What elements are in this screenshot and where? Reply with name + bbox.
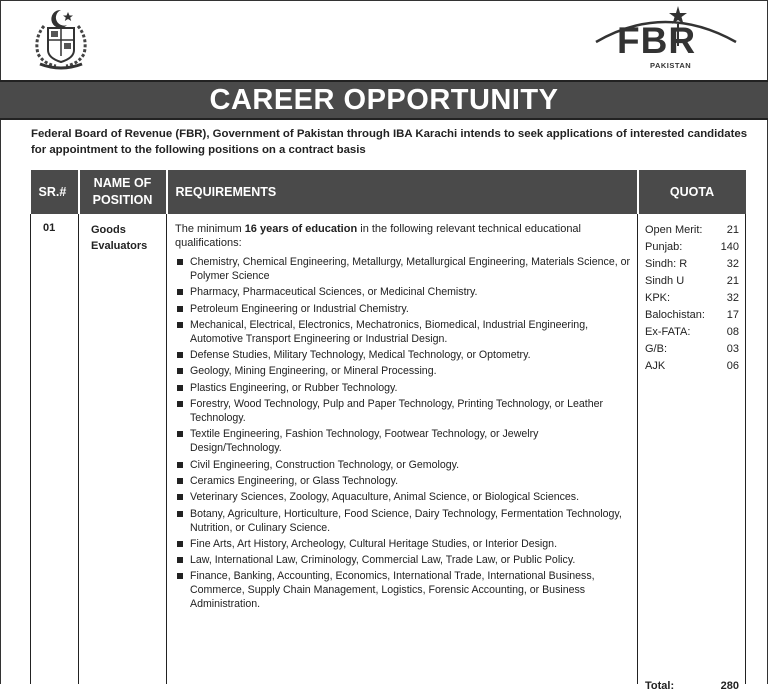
table-row [31, 214, 746, 684]
qualification-item [175, 255, 631, 283]
qualification-item [175, 302, 631, 316]
intro-paragraph: Federal Board of Revenue (FBR), Government of Pakistan through IBA Karachi intends to seek applications of interested candidates for appointment to the following positions on a contract basis [31, 128, 748, 156]
qualification-text: Finance, Banking, Accounting, Economics, International Trade, International Business, Commerce, Supply Chain Management, Logistics, Forensic Accounting, or Business Administration. [190, 570, 595, 611]
quota-value: 03 [726, 343, 739, 355]
quota-label: G/B: [645, 343, 668, 355]
bullet-square-icon [177, 573, 183, 579]
qualification-text: Ceramics Engineering, or Glass Technology. [190, 474, 399, 487]
quota-label: Ex-FATA: [645, 326, 691, 338]
bullet-square-icon [177, 478, 183, 484]
quota-total-value: 280 [720, 680, 739, 692]
row-quota [638, 214, 746, 692]
position-line2: Evaluators [91, 240, 148, 252]
bullet-square-icon [177, 368, 183, 374]
qualification-item [175, 364, 631, 378]
requirements-intro [175, 222, 631, 250]
row-position [79, 214, 167, 684]
page-title: CAREER OPPORTUNITY [209, 84, 559, 116]
quota-value: 21 [726, 275, 739, 287]
row-requirements [167, 214, 638, 684]
qualification-text: Law, International Law, Criminology, Commercial Law, Trade Law, or Public Policy. [190, 554, 576, 567]
qualification-item [175, 474, 631, 488]
qualification-text: Mechanical, Electrical, Electronics, Mechatronics, Biomedical, Industrial Engineering, Automotive Transport Engineering or Industrial Design. [190, 318, 589, 345]
bullet-square-icon [177, 259, 183, 265]
qualification-item [175, 507, 631, 535]
quota-row [645, 290, 739, 307]
header-position-line1: NAME OF [93, 176, 152, 190]
quota-value: 06 [726, 360, 739, 372]
quota-label: Punjab: [645, 241, 683, 253]
quota-label: Sindh U [645, 275, 685, 287]
quota-list [645, 222, 739, 375]
qualification-text: Botany, Agriculture, Horticulture, Food Science, Dairy Technology, Fermentation Technology, Nutrition, or Culinary Science. [190, 507, 622, 534]
quota-row [645, 222, 739, 239]
qualification-item [175, 285, 631, 299]
quota-row [645, 341, 739, 358]
qualification-item [175, 490, 631, 504]
header-position [79, 170, 167, 214]
positions-table [30, 170, 746, 692]
qualification-text: Chemistry, Chemical Engineering, Metallurgy, Metallurgical Engineering, Materials Science, or Polymer Science [190, 256, 631, 282]
table-header-row [31, 170, 746, 214]
bullet-square-icon [177, 322, 183, 328]
header-requirements: REQUIREMENTS [167, 170, 638, 214]
quota-label: AJK [645, 360, 666, 372]
header-sr: SR.# [31, 170, 79, 214]
quota-label: Balochistan: [645, 309, 705, 321]
quota-row [645, 307, 739, 324]
qualifications-list [175, 255, 631, 611]
qualification-text: Geology, Mining Engineering, or Mineral Processing. [190, 365, 437, 378]
quota-total-label: Total: [645, 680, 675, 692]
qualification-text: Veterinary Sciences, Zoology, Aquaculture, Animal Science, or Biological Sciences. [190, 491, 580, 504]
quota-value: 32 [726, 292, 739, 304]
bullet-square-icon [177, 352, 183, 358]
quota-row [645, 358, 739, 375]
qualification-item [175, 397, 631, 425]
quota-row [645, 239, 739, 256]
bullet-square-icon [177, 462, 183, 468]
qualification-item [175, 537, 631, 551]
quota-total [645, 680, 739, 692]
qualification-item [175, 553, 631, 567]
state-emblem-icon [30, 6, 92, 72]
qualification-text: Textile Engineering, Fashion Technology, Footwear Technology, or Jewelry Design/Technology. [190, 428, 539, 455]
qualification-text: Petroleum Engineering or Industrial Chemistry. [190, 302, 409, 315]
header-quota: QUOTA [638, 170, 746, 214]
bullet-square-icon [177, 401, 183, 407]
qualification-text: Forestry, Wood Technology, Pulp and Paper Technology, Printing Technology, or Leather Technology. [190, 398, 604, 425]
quota-label: KPK: [645, 292, 671, 304]
qualification-item [175, 348, 631, 362]
quota-value: 21 [726, 224, 739, 236]
qualification-text: Pharmacy, Pharmaceutical Sciences, or Medicinal Chemistry. [190, 286, 478, 299]
bullet-square-icon [177, 557, 183, 563]
qualification-item [175, 427, 631, 455]
bullet-square-icon [177, 306, 183, 312]
row-sr: 01 [31, 214, 79, 684]
bullet-square-icon [177, 541, 183, 547]
qualification-text: Civil Engineering, Construction Technology, or Gemology. [190, 458, 460, 471]
title-banner [0, 80, 768, 120]
req-intro-pre: The minimum [175, 223, 245, 235]
header-position-line2: POSITION [92, 193, 153, 207]
qualification-item [175, 381, 631, 395]
quota-value: 08 [726, 326, 739, 338]
qualification-item [175, 458, 631, 472]
req-intro-post: in the following relevant technical educational qualifications: [175, 223, 581, 249]
bullet-square-icon [177, 431, 183, 437]
fbr-logo-subtext: PAKISTAN [650, 61, 692, 70]
quota-row [645, 273, 739, 290]
bullet-square-icon [177, 289, 183, 295]
qualification-text: Fine Arts, Art History, Archeology, Cultural Heritage Studies, or Interior Design. [190, 537, 558, 550]
quota-row [645, 324, 739, 341]
position-line1: Goods [91, 224, 126, 236]
qualification-text: Defense Studies, Military Technology, Medical Technology, or Optometry. [190, 349, 531, 362]
quota-value: 17 [726, 309, 739, 321]
quota-label: Open Merit: [645, 224, 703, 236]
bullet-square-icon [177, 494, 183, 500]
bullet-square-icon [177, 511, 183, 517]
qualification-text: Plastics Engineering, or Rubber Technology. [190, 381, 398, 394]
quota-label: Sindh: R [645, 258, 688, 270]
quota-value: 32 [726, 258, 739, 270]
quota-row [645, 256, 739, 273]
qualification-item [175, 318, 631, 346]
fbr-logo-text: FBR [617, 20, 697, 61]
qualification-item [175, 569, 631, 611]
bullet-square-icon [177, 385, 183, 391]
quota-value: 140 [720, 241, 739, 253]
req-intro-bold: 16 years of education [244, 223, 358, 235]
